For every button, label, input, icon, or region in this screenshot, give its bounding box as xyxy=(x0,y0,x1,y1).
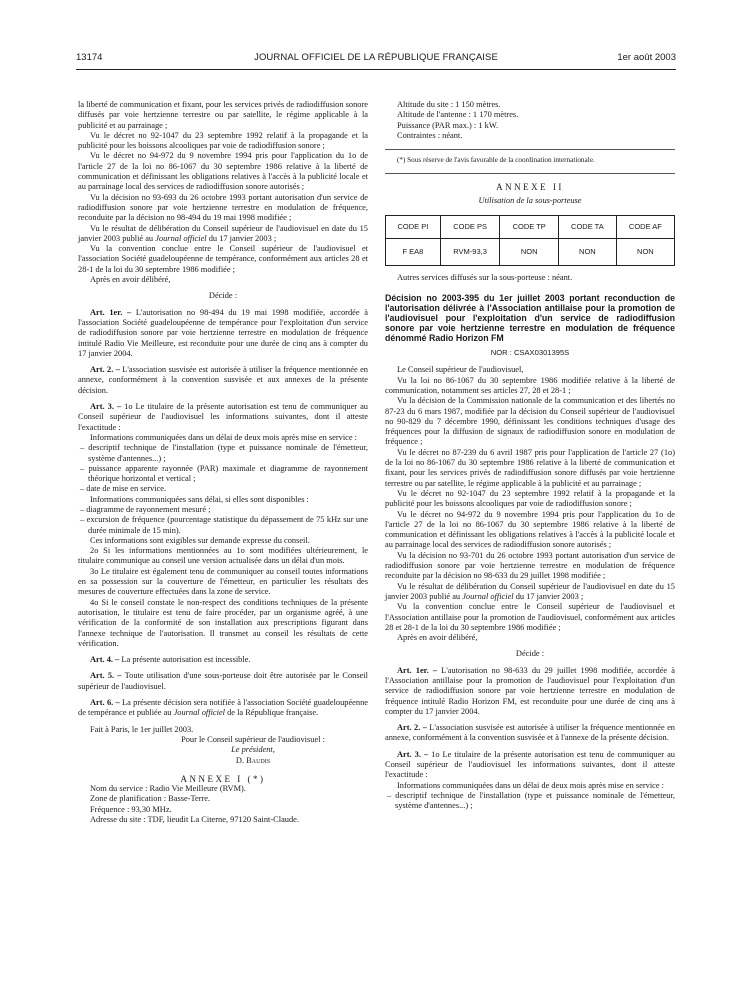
paragraph: Vu la convention conclue entre le Conseil supérieur de l'audiovisuel et l'Association antillaise pour la promotion de l'audiovisuel, conformément aux articles 28 et 28-1 de la loi du 30 septembre 1986 modifiée ; xyxy=(385,602,675,632)
text: La présente autorisation est incessible. xyxy=(119,655,251,665)
journal-name: Journal officiel xyxy=(173,708,225,718)
table-header-cell: CODE PS xyxy=(440,215,500,238)
decide-heading: Décide : xyxy=(515,649,545,659)
article-label: Art. 4. – xyxy=(90,655,120,665)
text: 1o Le titulaire de la présente autorisation est tenu de communiquer au Conseil supérieur de l'audiovisuel les informations suivantes, dont il atteste l'exactitude : xyxy=(385,749,675,780)
paragraph: Ces informations sont exigibles sur demande expresse du conseil. xyxy=(90,535,310,545)
list-item: – excursion de fréquence (pourcentage statistique du dépassement de 75 kHz sur une durée minimale de 15 min). xyxy=(80,515,368,535)
paragraph: Puissance (PAR max.) : 1 kW. xyxy=(397,120,499,130)
text: du 17 janvier 2003 ; xyxy=(206,233,277,243)
table-header-cell: CODE TP xyxy=(500,215,559,238)
text: L'association susvisée est autorisée à utiliser la fréquence mentionnée en annexe, conformément à la convention susvisée et à l'annexe de la présente décision. xyxy=(385,723,675,743)
paragraph: 3o Le titulaire est également tenu de communiquer au conseil toutes informations en sa possession sur la couverture de l'émetteur, en particulier les résultats des mesures de couverture effectuées dans la zone de service. xyxy=(78,566,368,597)
paragraph: Fréquence : 93,30 MHz. xyxy=(90,804,172,814)
table-header-cell: CODE TA xyxy=(559,215,617,238)
signatory: D. Baudis xyxy=(235,755,271,765)
table-cell: NON xyxy=(500,238,559,265)
paragraph: Adresse du site : TDF, lieudit La Citerne, 97120 Saint-Claude. xyxy=(90,815,299,824)
paragraph: Altitude de l'antenne : 1 170 mètres. xyxy=(397,110,519,120)
page-number: 13174 xyxy=(76,52,103,63)
paragraph: Le Conseil supérieur de l'audiovisuel, xyxy=(397,365,524,375)
paragraph xyxy=(385,582,675,603)
journal-name: Journal officiel xyxy=(462,591,514,601)
paragraph: Vu la loi no 86-1067 du 30 septembre 1986 modifiée relative à la liberté de communication, notamment ses articles 27, 28 et 28-1 ; xyxy=(385,375,675,395)
paragraph: Informations communiquées sans délai, si elles sont disponibles : xyxy=(90,494,309,504)
table-header-cell: CODE AF xyxy=(616,215,674,238)
article-label: Art. 2. – xyxy=(90,365,120,375)
annex-1-heading: ANNEXE I (*) xyxy=(180,773,266,784)
list-item: – descriptif technique de l'installation (type et puissance nominale de l'émetteur, système d'antennes...) ; xyxy=(80,443,368,463)
table-cell: NON xyxy=(616,238,674,265)
paragraph: Après en avoir délibéré, xyxy=(90,275,171,285)
text: L'association susvisée est autorisée à utiliser la fréquence mentionnée en annexe, conformément à la convention susvisée et aux annexes de la présente décision. xyxy=(78,365,368,395)
article-2 xyxy=(78,365,368,396)
paragraph: Contraintes : néant. xyxy=(397,130,463,140)
article-6 xyxy=(78,698,368,719)
annex-2-heading: ANNEXE II xyxy=(496,182,564,193)
paragraph: Après en avoir délibéré, xyxy=(397,633,478,643)
signature-date: Fait à Paris, le 1er juillet 2003. xyxy=(90,724,194,734)
article-5 xyxy=(78,671,368,692)
table-row xyxy=(386,238,675,265)
text: L'autorisation no 98-494 du 19 mai 1998 modifiée, accordée à l'association Société guadeloupéenne de tempérance pour l'exploitation d'un service de radiodiffusion sonore par voie hertzienne terrestre en modulation de fréquence intitulé Radio Vie Meilleure, est reconduite pour une durée de cinq ans à compter du 17 janvier 2004. xyxy=(78,307,369,358)
paragraph: Altitude du site : 1 150 mètres. xyxy=(397,100,501,109)
text: La présente décision sera notifiée à l'association Société guadeloupéenne de tempérance et publiée au xyxy=(78,698,368,718)
paragraph: 4o Si le conseil constate le non-respect des conditions techniques de la présente autorisation, le titulaire est tenu de faire procéder, par un organisme agréé, à une vérification de la conformité de son installation aux prescriptions figurant dans l'annexe technique de l'autorisation. Il transmet au conseil les résultats de cette vérification. xyxy=(78,597,368,648)
article-label: Art. 1er. – xyxy=(90,307,132,317)
left-column xyxy=(78,100,368,825)
paragraph: 2o Si les informations mentionnées au 1o sont modifiées ultérieurement, le titulaire communique au conseil une version actualisée dans un délai d'un mois. xyxy=(78,546,368,566)
paragraph: Vu le décret no 94-972 du 9 novembre 1994 pris pour l'application du 1o de l'article 27 de la loi no 86-1067 du 30 septembre 1986 relative à la liberté de communication et définissant les obligations relatives à l'accès à la publicité locale et au parrainage local des services de radiodiffusion sonore autorisés ; xyxy=(385,509,675,550)
text: L'autorisation no 98-633 du 29 juillet 1998 modifiée, accordée à l'Association antillaise pour la promotion de l'audiovisuel pour l'exploitation d'un service de radiodiffusion sonore par voie hertzienne terrestre en modulation de fréquence intitulé Radio Horizon FM, est reconduite pour une durée de cinq ans à compter du 17 janvier 2004. xyxy=(385,665,675,716)
text: Toute utilisation d'une sous-porteuse doit être autorisée par le Conseil supérieur de l'audiovisuel. xyxy=(78,671,369,691)
paragraph: Vu la décision de la Commission nationale de la communication et des libertés no 87-23 du 6 mars 1987, modifiée par la décision du Conseil supérieur de l'audiovisuel no 90-829 du 7 décembre 1990, définissant les conditions techniques d'usage des fréquences pour la diffusion de signaux de radiodiffusion sonore en modulation de fréquence ; xyxy=(385,396,675,447)
subcarrier-table xyxy=(385,215,675,266)
table-header-cell: CODE PI xyxy=(386,215,441,238)
article-4 xyxy=(78,655,368,665)
text: Vu le résultat de délibération du Conseil supérieur de l'audiovisuel en date du 15 janvier 2003 publié au xyxy=(78,223,368,243)
paragraph xyxy=(78,224,368,245)
paragraph: Vu le décret no 94-972 du 9 novembre 1994 pris pour l'application du 1o de l'article 27 de la loi no 86-1067 du 30 septembre 1986 relative à la liberté de communication et définissant les obligations relatives à l'accès à la publicité locale et au parrainage local des services de radiodiffusion sonore autorisés ; xyxy=(78,151,368,192)
nor-reference: NOR : CSAX0301395S xyxy=(490,348,570,358)
paragraph: Zone de planification : Basse-Terre. xyxy=(90,794,211,804)
article-label: Art. 1er. – xyxy=(397,665,438,675)
divider xyxy=(385,173,675,174)
article-2 xyxy=(385,723,675,744)
issue-date: 1er août 2003 xyxy=(617,52,676,63)
paragraph: la liberté de communication et fixant, pour les services privés de radiodiffusion sonore diffusés par voie hertzienne terrestre ou par satellite, le régime applicable à la publicité et au parrainage ; xyxy=(78,100,368,130)
article-3 xyxy=(385,750,675,781)
journal-name: Journal officiel xyxy=(155,233,207,243)
paragraph: Informations communiquées dans un délai de deux mois après mise en service : xyxy=(397,780,664,790)
table-cell: NON xyxy=(559,238,617,265)
paragraph: Nom du service : Radio Vie Meilleure (RVM). xyxy=(90,784,246,794)
header-rule xyxy=(76,69,676,70)
list-item: – date de mise en service. xyxy=(80,484,167,494)
right-column xyxy=(385,100,675,812)
paragraph: Vu la décision no 93-693 du 26 octobre 1993 portant autorisation d'un service de radiodiffusion sonore par voie hertzienne terrestre en modulation de fréquence, reconduite par la décision no 98-494 du 19 mai 1998 modifiée ; xyxy=(78,192,368,223)
signature-line: Pour le Conseil supérieur de l'audiovisuel : xyxy=(181,734,325,744)
table-header-row xyxy=(386,215,675,238)
article-3 xyxy=(78,402,368,433)
footnote: (*) Sous réserve de l'avis favorable de la coordination internationale. xyxy=(397,156,595,165)
divider xyxy=(385,149,675,150)
journal-title: JOURNAL OFFICIEL DE LA RÉPUBLIQUE FRANÇAISE xyxy=(254,52,498,63)
paragraph: Informations communiquées dans un délai de deux mois après mise en service : xyxy=(90,432,357,442)
article-1 xyxy=(78,308,368,359)
paragraph: Vu la décision no 93-701 du 26 octobre 1993 portant autorisation d'un service de radiodiffusion sonore par voie hertzienne terrestre en modulation de fréquence reconduite par la décision no 98-633 du 29 juillet 1998 modifiée ; xyxy=(385,550,675,581)
paragraph: Vu le décret no 92-1047 du 23 septembre 1992 relatif à la propagande et la publicité pour les boissons alcooliques par voie de radiodiffusion sonore ; xyxy=(385,488,675,509)
article-label: Art. 2. – xyxy=(397,723,427,733)
paragraph: Vu le décret no 87-239 du 6 avril 1987 pris pour l'application de l'article 27 (1o) de la loi no 86-1067 du 30 septembre 1986 relative à la liberté de communication et fixant, pour les services privés de radiodiffusion sonore diffusés par voie hertzienne terrestre ou par satellite, le régime applicable à la publicité et au parrainage ; xyxy=(385,447,675,488)
list-item: – diagramme de rayonnement mesuré ; xyxy=(80,504,211,514)
paragraph: Autres services diffusés sur la sous-porteuse : néant. xyxy=(397,272,573,282)
signature-title: Le président, xyxy=(231,745,275,755)
text: 1o Le titulaire de la présente autorisation est tenu de communiquer au Conseil supérieur de l'audiovisuel les informations suivantes, dont il atteste l'exactitude : xyxy=(78,402,368,432)
text: de la République française. xyxy=(224,708,319,718)
article-label: Art. 6. – xyxy=(90,698,120,708)
text: Vu le résultat de délibération du Conseil supérieur de l'audiovisuel en date du 15 janvier 2003 publié au xyxy=(385,581,675,601)
list-item: – puissance apparente rayonnée (PAR) maximale et diagramme de rayonnement théorique horizontal et vertical ; xyxy=(80,463,368,484)
article-label: Art. 3. – xyxy=(90,402,122,412)
table-cell: F EA8 xyxy=(386,238,441,265)
article-label: Art. 5. – xyxy=(90,671,122,681)
page-header xyxy=(76,52,676,68)
decide-heading: Décide : xyxy=(208,291,238,301)
annex-2-subtitle: Utilisation de la sous-porteuse xyxy=(478,196,582,206)
article-1 xyxy=(385,666,675,717)
article-label: Art. 3. – xyxy=(397,749,429,759)
paragraph: Vu le décret no 92-1047 du 23 septembre 1992 relatif à la propagande et la publicité pour les boissons alcooliques par voie de radiodiffusion sonore ; xyxy=(78,130,368,151)
text: du 17 janvier 2003 ; xyxy=(513,591,584,601)
decision-title: Décision no 2003-395 du 1er juillet 2003 portant reconduction de l'autorisation délivrée à l'Association antillaise pour la promotion de l'audiovisuel pour l'exploitation d'un service de radiodiffusion sonore par voie hertzienne terrestre en modulation de fréquence dénommé Radio Horizon FM xyxy=(385,293,675,344)
paragraph: Vu la convention conclue entre le Conseil supérieur de l'audiovisuel et l'association Société guadeloupéenne de tempérance, conformément aux articles 28 et 28-1 de la loi du 30 septembre 1986 modifiée ; xyxy=(78,244,368,274)
list-item: – descriptif technique de l'installation (type et puissance nominale de l'émetteur, système d'antennes...) ; xyxy=(387,790,675,811)
table-cell: RVM-93,3 xyxy=(440,238,500,265)
